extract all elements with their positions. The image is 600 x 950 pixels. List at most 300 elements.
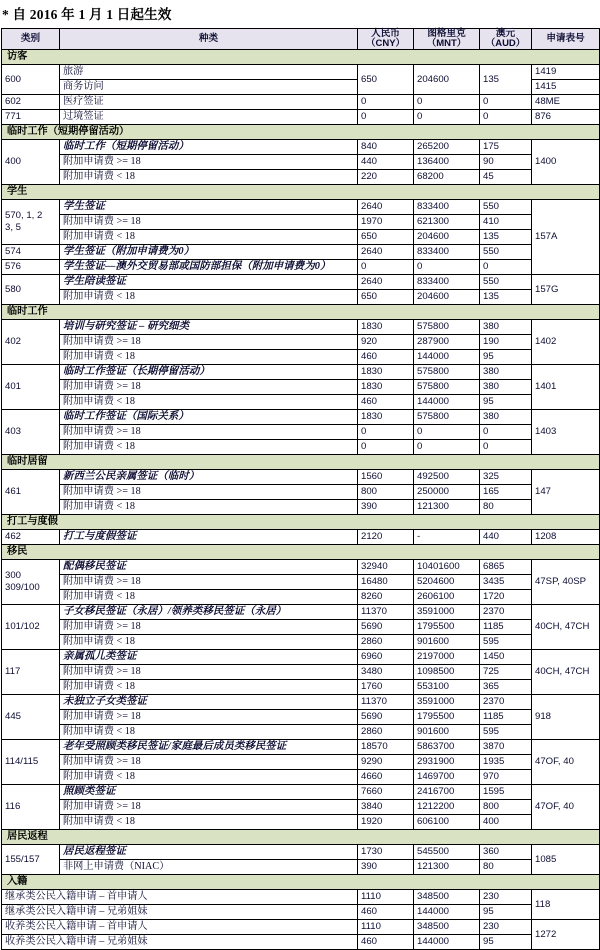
- section-header-row: [2, 50, 600, 65]
- fee-aud: 1185: [480, 620, 532, 635]
- fee-cny: 2860: [358, 725, 414, 740]
- table-row: [2, 335, 600, 350]
- header-form: 申请表号: [532, 29, 600, 50]
- fee-mnt: 2931900: [414, 755, 480, 770]
- fee-cny: 1970: [358, 215, 414, 230]
- fee-cny: 2640: [358, 245, 414, 260]
- table-row: [2, 170, 600, 185]
- fee-mnt: 348500: [414, 920, 480, 935]
- fee-mnt: 121300: [414, 500, 480, 515]
- fee-cny: 11370: [358, 695, 414, 710]
- visa-kind-label: 附加申请费 >= 18: [60, 665, 358, 680]
- visa-kind-label: 培训与研究签证 – 研究细类: [60, 320, 358, 335]
- section-title: 临时工作（短期停留活动）: [2, 125, 600, 140]
- fee-cny: 2120: [358, 530, 414, 545]
- visa-kind-label: 附加申请费 >= 18: [60, 620, 358, 635]
- fee-mnt: 553100: [414, 680, 480, 695]
- visa-subclass-code-line1: 300: [5, 569, 22, 581]
- section-header-row: [2, 545, 600, 560]
- application-form-number: 1403: [532, 410, 600, 455]
- fee-cny: 1760: [358, 680, 414, 695]
- fee-mnt: 1795500: [414, 710, 480, 725]
- table-row: [2, 440, 600, 455]
- visa-subclass-code: 600: [2, 65, 60, 95]
- table-row: [2, 560, 600, 575]
- fee-mnt: 144000: [414, 395, 480, 410]
- application-form-number: 1401: [532, 365, 600, 410]
- visa-kind-label: 医疗签证: [60, 95, 358, 110]
- fee-aud: 2370: [480, 605, 532, 620]
- fee-aud: 970: [480, 770, 532, 785]
- fee-mnt: 144000: [414, 935, 480, 950]
- visa-subclass-code: 576: [2, 260, 60, 275]
- visa-kind-label: 打工与度假签证: [60, 530, 358, 545]
- table-row: [2, 770, 600, 785]
- fee-aud: 135: [480, 65, 532, 95]
- fee-cny: 1560: [358, 470, 414, 485]
- table-row: [2, 320, 600, 335]
- visa-kind-label: 附加申请费 >= 18: [60, 215, 358, 230]
- table-row: [2, 590, 600, 605]
- visa-kind-label: 附加申请费 < 18: [60, 170, 358, 185]
- table-row: [2, 260, 600, 275]
- fee-cny: 920: [358, 335, 414, 350]
- table-row: [2, 665, 600, 680]
- fee-mnt: 144000: [414, 350, 480, 365]
- visa-subclass-code: 462: [2, 530, 60, 545]
- fee-cny: 220: [358, 170, 414, 185]
- fee-aud: 1720: [480, 590, 532, 605]
- application-form-number: 48ME: [532, 95, 600, 110]
- table-row: [2, 740, 600, 755]
- fee-mnt: 204600: [414, 290, 480, 305]
- table-row: [2, 365, 600, 380]
- fee-mnt: 287900: [414, 335, 480, 350]
- header-mnt-main: 图格里克: [427, 28, 466, 39]
- table-row: [2, 230, 600, 245]
- table-row: [2, 425, 600, 440]
- fee-aud: 45: [480, 170, 532, 185]
- fee-mnt: 833400: [414, 275, 480, 290]
- section-title: 临时工作: [2, 305, 600, 320]
- fee-cny: 460: [358, 935, 414, 950]
- table-row: [2, 65, 600, 80]
- application-form-number: 47OF, 40: [532, 740, 600, 785]
- visa-kind-label: 居民返程签证: [60, 845, 358, 860]
- visa-kind-label: 附加申请费 >= 18: [60, 155, 358, 170]
- section-header-row: [2, 515, 600, 530]
- table-row: [2, 575, 600, 590]
- fee-aud: 175: [480, 140, 532, 155]
- section-title: 居民返程: [2, 830, 600, 845]
- fee-cny: 3840: [358, 800, 414, 815]
- fee-cny: 16480: [358, 575, 414, 590]
- table-row: [2, 215, 600, 230]
- visa-subclass-code: 116: [2, 785, 60, 830]
- visa-kind-label: 亲属孤儿类签证: [60, 650, 358, 665]
- fee-aud: 380: [480, 380, 532, 395]
- fee-cny: 1920: [358, 815, 414, 830]
- fee-aud: 165: [480, 485, 532, 500]
- section-title: 学生: [2, 185, 600, 200]
- fee-aud: 230: [480, 920, 532, 935]
- fee-mnt: 1469700: [414, 770, 480, 785]
- fee-aud: 135: [480, 290, 532, 305]
- fee-aud: 1450: [480, 650, 532, 665]
- application-form-number: 1208: [532, 530, 600, 545]
- table-row: [2, 95, 600, 110]
- visa-kind-label: 附加申请费 < 18: [60, 500, 358, 515]
- section-header-row: [2, 875, 600, 890]
- fee-aud: 595: [480, 725, 532, 740]
- header-kind: 种类: [60, 29, 358, 50]
- fee-mnt: 204600: [414, 230, 480, 245]
- section-header-row: [2, 185, 600, 200]
- fee-mnt: 204600: [414, 65, 480, 95]
- table-row: [2, 695, 600, 710]
- fee-aud: 95: [480, 395, 532, 410]
- fee-cny: 460: [358, 395, 414, 410]
- visa-kind-label: 附加申请费 < 18: [60, 590, 358, 605]
- table-row: [2, 905, 600, 920]
- fee-cny: 2860: [358, 635, 414, 650]
- visa-subclass-code-line2: 309/100: [5, 582, 40, 594]
- fee-mnt: 348500: [414, 890, 480, 905]
- visa-kind-label: 附加申请费 < 18: [60, 350, 358, 365]
- fee-mnt: 0: [414, 110, 480, 125]
- fee-cny: 800: [358, 485, 414, 500]
- visa-subclass-code: 403: [2, 410, 60, 455]
- fee-cny: 0: [358, 425, 414, 440]
- header-aud-sub: （AUD）: [485, 38, 526, 50]
- visa-kind-label: 附加申请费 >= 18: [60, 575, 358, 590]
- table-row: [2, 680, 600, 695]
- fee-cny: 0: [358, 260, 414, 275]
- header-mnt: [414, 29, 480, 50]
- fee-aud: 380: [480, 320, 532, 335]
- table-row: [2, 530, 600, 545]
- fee-aud: 2370: [480, 695, 532, 710]
- application-form-number: 918: [532, 695, 600, 740]
- fee-mnt: 2197000: [414, 650, 480, 665]
- fee-mnt: 1212200: [414, 800, 480, 815]
- table-row: [2, 200, 600, 215]
- visa-kind-label: 照顾类签证: [60, 785, 358, 800]
- visa-kind-label: 未独立子女类签证: [60, 695, 358, 710]
- fee-cny: 2640: [358, 200, 414, 215]
- visa-subclass-code: 771: [2, 110, 60, 125]
- application-form-number: 1402: [532, 320, 600, 365]
- table-row: [2, 635, 600, 650]
- fee-mnt: 575800: [414, 380, 480, 395]
- visa-kind-label: 附加申请费 >= 18: [60, 710, 358, 725]
- fee-mnt: 1795500: [414, 620, 480, 635]
- table-row: [2, 140, 600, 155]
- fee-aud: 80: [480, 500, 532, 515]
- fee-aud: 0: [480, 110, 532, 125]
- visa-kind-label: 新西兰公民亲属签证（临时）: [60, 470, 358, 485]
- fee-mnt: 136400: [414, 155, 480, 170]
- application-form-number: 1272: [532, 920, 600, 950]
- header-aud-main: 澳元: [495, 28, 516, 39]
- fee-cny: 9290: [358, 755, 414, 770]
- header-code: 类别: [2, 29, 60, 50]
- table-row: [2, 275, 600, 290]
- visa-kind-label: 附加申请费 < 18: [60, 440, 358, 455]
- fee-cny: 0: [358, 95, 414, 110]
- fee-mnt: 901600: [414, 725, 480, 740]
- fee-mnt: 10401600: [414, 560, 480, 575]
- application-form-number: 47SP, 40SP: [532, 560, 600, 605]
- section-header-row: [2, 455, 600, 470]
- fee-aud: 725: [480, 665, 532, 680]
- header-cny-main: 人民币: [371, 28, 400, 39]
- section-header-row: [2, 830, 600, 845]
- table-row: [2, 395, 600, 410]
- visa-kind-label: 附加申请费 < 18: [60, 230, 358, 245]
- visa-kind-label: 附加申请费 < 18: [60, 290, 358, 305]
- fee-cny: 7660: [358, 785, 414, 800]
- section-header-row: [2, 305, 600, 320]
- table-row: [2, 935, 600, 950]
- section-header-row: [2, 125, 600, 140]
- fee-aud: 6865: [480, 560, 532, 575]
- visa-kind-label: 学生签证—澳外交贸易部或国防部担保（附加申请费为0）: [60, 260, 358, 275]
- header-mnt-sub: （MNT）: [426, 38, 467, 50]
- table-header: [2, 29, 600, 50]
- fee-mnt: 2416700: [414, 785, 480, 800]
- fee-aud: 95: [480, 905, 532, 920]
- fee-aud: 595: [480, 635, 532, 650]
- table-row: [2, 110, 600, 125]
- fee-aud: 1935: [480, 755, 532, 770]
- visa-subclass-code: 400: [2, 140, 60, 185]
- fee-cny: 1110: [358, 920, 414, 935]
- fee-mnt: 1098500: [414, 665, 480, 680]
- fee-cny: 3480: [358, 665, 414, 680]
- visa-kind-label: 商务访问: [60, 80, 358, 95]
- table-row: [2, 155, 600, 170]
- visa-kind-label: 附加申请费 < 18: [60, 815, 358, 830]
- section-title: 访客: [2, 50, 600, 65]
- visa-subclass-code: 574: [2, 245, 60, 260]
- fee-mnt: 606100: [414, 815, 480, 830]
- visa-subclass-code: 461: [2, 470, 60, 515]
- visa-kind-label: 附加申请费 >= 18: [60, 800, 358, 815]
- fee-aud: 190: [480, 335, 532, 350]
- fee-cny: 1730: [358, 845, 414, 860]
- table-row: [2, 410, 600, 425]
- visa-kind-label: 附加申请费 >= 18: [60, 425, 358, 440]
- visa-subclass-code-line1: 570, 1, 2: [5, 209, 43, 221]
- fee-cny: 650: [358, 65, 414, 95]
- fee-mnt: 545500: [414, 845, 480, 860]
- visa-subclass-code: 101/102: [2, 605, 60, 650]
- visa-subclass-code: 602: [2, 95, 60, 110]
- header-cny: [358, 29, 414, 50]
- application-form-number: 157A: [532, 200, 600, 275]
- visa-subclass-code: 580: [2, 275, 60, 305]
- visa-kind-label: 附加申请费 < 18: [60, 635, 358, 650]
- table-row: [2, 500, 600, 515]
- fee-cny: 8260: [358, 590, 414, 605]
- application-form-number: 40CH, 47CH: [532, 605, 600, 650]
- table-row: [2, 620, 600, 635]
- fee-mnt: 0: [414, 260, 480, 275]
- fee-cny: 460: [358, 350, 414, 365]
- fee-cny: 840: [358, 140, 414, 155]
- fee-aud: 1595: [480, 785, 532, 800]
- visa-kind-label: 学生签证（附加申请费为0）: [60, 245, 358, 260]
- table-row: [2, 650, 600, 665]
- fee-aud: 0: [480, 425, 532, 440]
- fee-aud: 380: [480, 410, 532, 425]
- fee-aud: 0: [480, 440, 532, 455]
- fee-mnt: 144000: [414, 905, 480, 920]
- fee-aud: 400: [480, 815, 532, 830]
- fee-mnt: 68200: [414, 170, 480, 185]
- visa-kind-label: 临时工作签证（国际关系）: [60, 410, 358, 425]
- table-row: [2, 290, 600, 305]
- fee-cny: 32940: [358, 560, 414, 575]
- fee-mnt: 575800: [414, 320, 480, 335]
- fee-aud: 410: [480, 215, 532, 230]
- fee-mnt: 833400: [414, 245, 480, 260]
- table-row: [2, 845, 600, 860]
- visa-kind-label: 附加申请费 >= 18: [60, 380, 358, 395]
- fee-cny: 390: [358, 860, 414, 875]
- fee-mnt: 5204600: [414, 575, 480, 590]
- fee-cny: 2640: [358, 275, 414, 290]
- effective-date-note: * 自 2016 年 1 月 1 日起生效: [2, 7, 172, 22]
- fee-cny: 440: [358, 155, 414, 170]
- visa-kind-label: 子女移民签证（永居）/领养类移民签证（永居）: [60, 605, 358, 620]
- visa-kind-label: 附加申请费 < 18: [60, 395, 358, 410]
- fee-aud: 550: [480, 275, 532, 290]
- fee-cny: 650: [358, 230, 414, 245]
- fee-aud: 550: [480, 200, 532, 215]
- fee-aud: 800: [480, 800, 532, 815]
- visa-kind-label: 过境签证: [60, 110, 358, 125]
- fee-cny: 1830: [358, 365, 414, 380]
- fee-aud: 1185: [480, 710, 532, 725]
- table-row: [2, 815, 600, 830]
- application-form-number: 1415: [532, 80, 600, 95]
- visa-kind-label: 旅游: [60, 65, 358, 80]
- visa-kind-label: 临时工作签证（长期停留活动）: [60, 365, 358, 380]
- application-form-number: 1400: [532, 140, 600, 185]
- application-form-number: 118: [532, 890, 600, 920]
- visa-kind-label: 配偶移民签证: [60, 560, 358, 575]
- table-row: [2, 755, 600, 770]
- fee-mnt: 575800: [414, 410, 480, 425]
- visa-subclass-code: 117: [2, 650, 60, 695]
- visa-kind-label: 收养类公民入籍申请 – 首申请人: [2, 920, 358, 935]
- fee-cny: 5690: [358, 710, 414, 725]
- fee-cny: 6960: [358, 650, 414, 665]
- fee-cny: 4660: [358, 770, 414, 785]
- fee-aud: 325: [480, 470, 532, 485]
- fee-aud: 0: [480, 95, 532, 110]
- fee-aud: 360: [480, 845, 532, 860]
- visa-kind-label: 附加申请费 >= 18: [60, 335, 358, 350]
- fee-mnt: 121300: [414, 860, 480, 875]
- visa-subclass-code: 114/115: [2, 740, 60, 785]
- fee-mnt: 250000: [414, 485, 480, 500]
- table-row: [2, 785, 600, 800]
- fee-cny: 5690: [358, 620, 414, 635]
- table-body: [2, 50, 600, 950]
- fee-aud: 0: [480, 260, 532, 275]
- visa-subclass-code: 401: [2, 365, 60, 410]
- header-row: [2, 29, 600, 50]
- visa-fee-table: [1, 28, 600, 950]
- fee-aud: 365: [480, 680, 532, 695]
- table-row: [2, 800, 600, 815]
- fee-aud: 80: [480, 860, 532, 875]
- fee-aud: 135: [480, 230, 532, 245]
- fee-mnt: 0: [414, 440, 480, 455]
- fee-aud: 95: [480, 935, 532, 950]
- fee-mnt: 265200: [414, 140, 480, 155]
- fee-aud: 3435: [480, 575, 532, 590]
- table-row: [2, 470, 600, 485]
- table-row: [2, 890, 600, 905]
- application-form-number: 157G: [532, 275, 600, 305]
- fee-cny: 390: [358, 500, 414, 515]
- fee-mnt: 0: [414, 425, 480, 440]
- fee-cny: 1830: [358, 380, 414, 395]
- visa-subclass-code: [2, 560, 60, 605]
- table-row: [2, 380, 600, 395]
- fee-aud: 380: [480, 365, 532, 380]
- fee-mnt: 0: [414, 95, 480, 110]
- fee-aud: 550: [480, 245, 532, 260]
- visa-subclass-code: [2, 200, 60, 245]
- visa-subclass-code: 402: [2, 320, 60, 365]
- fee-mnt: 3591000: [414, 605, 480, 620]
- application-form-number: 40CH, 47CH: [532, 650, 600, 695]
- fee-cny: 0: [358, 440, 414, 455]
- fee-aud: 90: [480, 155, 532, 170]
- table-row: [2, 725, 600, 740]
- visa-kind-label: 附加申请费 < 18: [60, 725, 358, 740]
- table-row: [2, 245, 600, 260]
- fee-aud: 95: [480, 350, 532, 365]
- fee-mnt: 5863700: [414, 740, 480, 755]
- visa-kind-label: 继承类公民入籍申请 – 兄弟姐妹: [2, 905, 358, 920]
- visa-kind-label: 非网上申请费（NIAC）: [60, 860, 358, 875]
- fee-cny: 460: [358, 905, 414, 920]
- fee-cny: 0: [358, 110, 414, 125]
- fee-cny: 1830: [358, 410, 414, 425]
- table-row: [2, 920, 600, 935]
- fee-mnt: -: [414, 530, 480, 545]
- application-form-number: 876: [532, 110, 600, 125]
- application-form-number: 1419: [532, 65, 600, 80]
- visa-kind-label: 收养类公民入籍申请 – 兄弟姐妹: [2, 935, 358, 950]
- visa-kind-label: 附加申请费 >= 18: [60, 485, 358, 500]
- table-row: [2, 860, 600, 875]
- visa-kind-label: 继承类公民入籍申请 – 首申请人: [2, 890, 358, 905]
- header-aud: [480, 29, 532, 50]
- fee-cny: 650: [358, 290, 414, 305]
- table-row: [2, 485, 600, 500]
- table-row: [2, 605, 600, 620]
- header-cny-sub: （CNY）: [365, 38, 406, 50]
- fee-mnt: 575800: [414, 365, 480, 380]
- visa-subclass-code: 155/157: [2, 845, 60, 875]
